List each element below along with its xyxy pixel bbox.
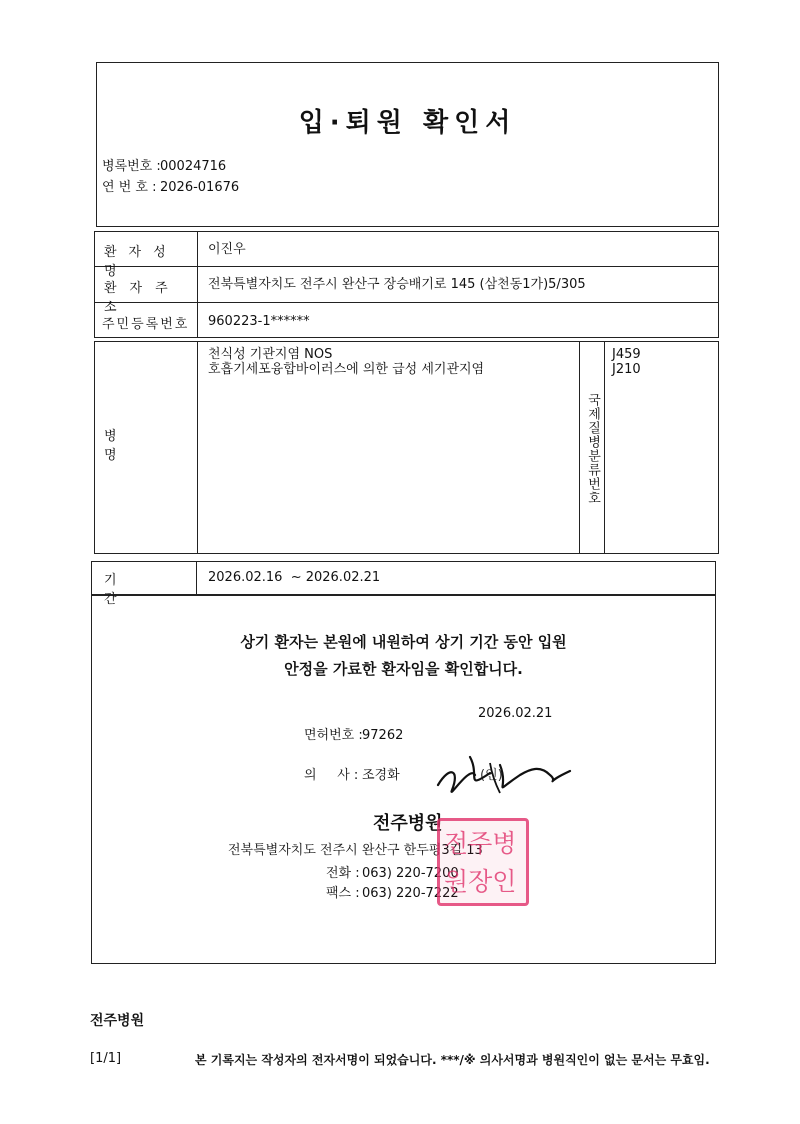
patient-name: 이진우 [208,242,246,257]
serial-no-label: 연 번 호 : [102,180,157,195]
hospital-name: 전주병원 [373,813,443,834]
code-label: 국제질병분류번호 [585,393,600,505]
doctor-name: 조경화 [362,768,400,783]
code-label-right [604,341,605,554]
footer-notice: 본 기록지는 작성자의 전자서명이 되었습니다. ***/※ 의사서명과 병원직인이 없는 문서는 무효임. [195,1053,710,1067]
confirmation-line-1: 상기 환자는 본원에 내원하여 상기 기간 동안 입원 [240,633,567,651]
confirmation-date: 2026.02.21 [478,706,553,721]
diagnosis-line-2: 호흡기세포융합바이러스에 의한 급성 세기관지염 [208,362,485,377]
rrn-label: 주민등록번호 [102,317,190,332]
seal-mark: (인) [480,768,503,783]
fax-label: 팩스 : [326,886,360,901]
serial-no: 2026-01676 [160,180,240,195]
diagnosis-divider [197,341,198,554]
patient-address: 전북특별자치도 전주시 완산구 장승배기로 145 (삼천동1가)5/305 [208,277,586,292]
doctor-signature [430,745,590,805]
code-2: J210 [612,362,641,377]
code-label-left [579,341,580,554]
footer-hospital: 전주병원 [90,1013,145,1029]
doctor-label: 의 사 : [304,768,359,783]
phone-label: 전화 : [326,866,360,881]
patient-address-label: 환자주소 [104,281,181,315]
header-box [96,62,719,227]
footer-page: [1/1] [90,1051,122,1066]
period-value: 2026.02.16 ~ 2026.02.21 [208,570,381,585]
record-no: 00024716 [160,159,227,174]
license-no: 97262 [362,728,404,743]
patient-name-label: 환자성명 [104,245,178,279]
hospital-seal [437,818,529,906]
record-no-label: 병록번호 : [102,159,161,174]
patient-info-divider [197,231,198,338]
diagnosis-line-1: 천식성 기관지염 NOS [208,347,333,362]
seal-text: 전주병원장인 [444,829,517,896]
rrn-value: 960223-1****** [208,314,310,329]
document-title: 입·퇴원 확인서 [298,108,517,138]
confirmation-line-2: 안정을 가료한 환자임을 확인합니다. [284,660,523,678]
phone-value: 063) 220-7200 [362,866,459,881]
fax-value: 063) 220-7222 [362,886,459,901]
period-divider [196,561,197,596]
license-label: 면허번호 : [304,728,363,743]
diagnosis-label: 병명 [104,429,177,463]
hospital-address: 전북특별자치도 전주시 완산구 한두평3길 13 [228,843,483,858]
code-1: J459 [612,347,641,362]
period-label: 기간 [104,573,177,607]
